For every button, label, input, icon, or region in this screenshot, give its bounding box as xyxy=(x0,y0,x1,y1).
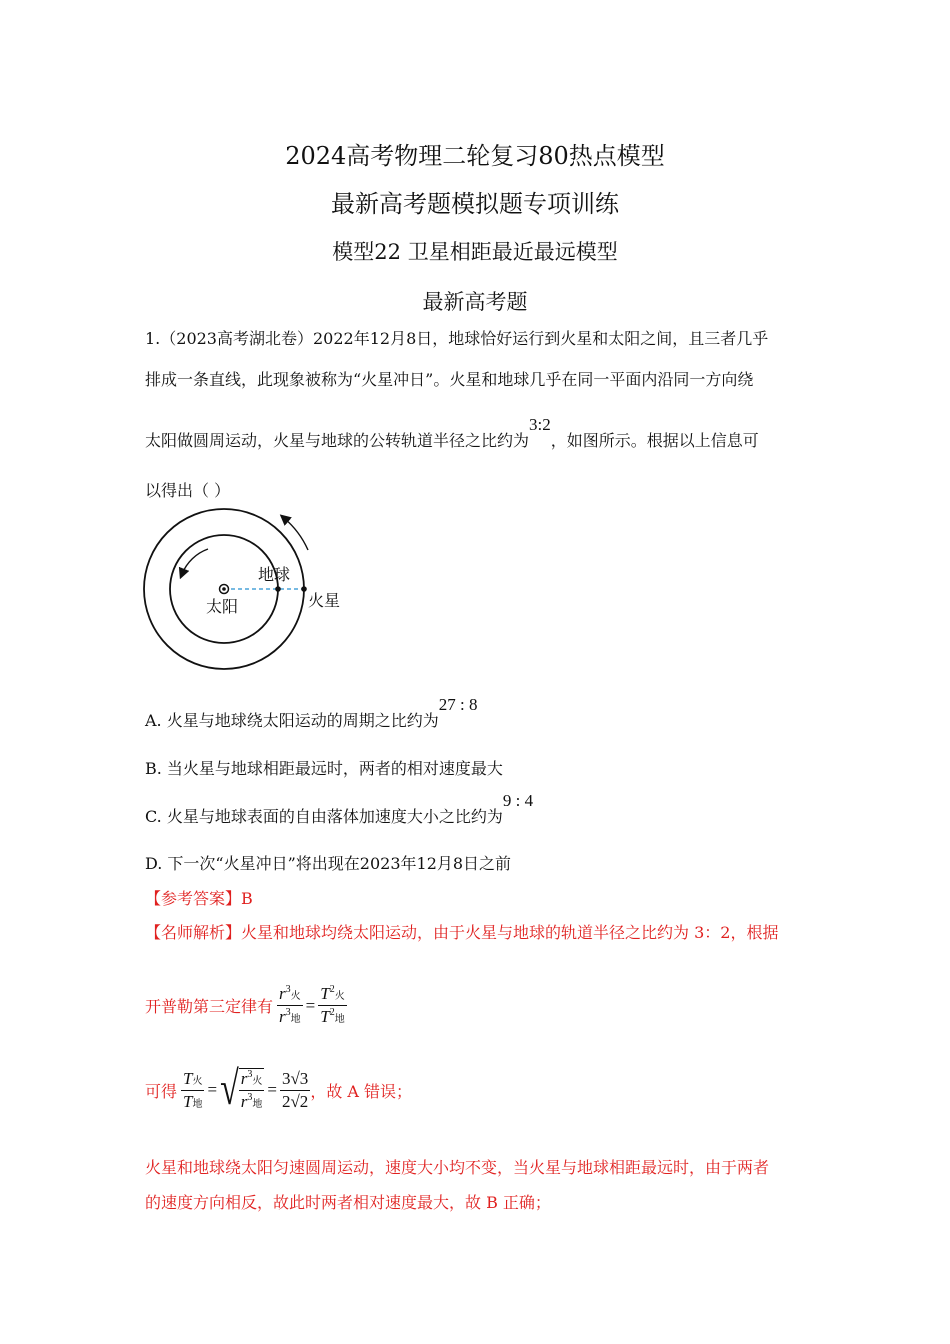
sun-label: 太阳 xyxy=(206,599,239,616)
earth-label: 地球 xyxy=(258,567,291,584)
derivation-suffix: ，故 A 错误； xyxy=(310,1081,413,1101)
option-a xyxy=(145,695,478,731)
radius-cube-fraction: $\frac{r^3火}{r^3地}$ xyxy=(279,984,301,1026)
orbit-diagram xyxy=(140,508,360,678)
sqrt-sign: √ xyxy=(220,1063,239,1116)
analysis-b-line-1: 火星和地球绕太阳匀速圆周运动，速度大小均不变，当火星与地球相距最远时，由于两者 xyxy=(145,1158,770,1177)
reference-answer: 【参考答案】B xyxy=(145,889,253,908)
mars-direction-arrow xyxy=(284,518,308,550)
analysis-b-line-2: 的速度方向相反，故此时两者相对速度最大，故 B 正确； xyxy=(145,1193,551,1212)
option-d: D. 下一次“火星冲日”将出现在2023年12月8日之前 xyxy=(145,854,512,873)
earth-direction-arrow xyxy=(182,549,208,574)
kepler-formula: $\frac{r^3火}{r^3地}$ = $\frac{T^2火}{T^2地}$ xyxy=(279,984,345,1026)
question-line-2: 排成一条直线，此现象被称为“火星冲日”。火星和地球几乎在同一平面内沿同一方向绕 xyxy=(145,370,754,389)
period-derivation-line xyxy=(145,1063,413,1116)
radius-ratio: 3:2 xyxy=(529,415,551,434)
period-derivation-formula: $\frac{\text{T火}}{\text{T地}}$ = √ $\frac{r^3火}{r^3地}$ = $\frac{3√3}{2√2}$ xyxy=(183,1063,309,1116)
sun-center xyxy=(222,587,226,591)
derivation-prefix: 可得 xyxy=(145,1081,178,1101)
mars-label: 火星 xyxy=(308,593,341,610)
question-line-3 xyxy=(145,415,759,451)
option-a-text: A. 火星与地球绕太阳运动的周期之比约为 xyxy=(145,711,439,730)
question-line-3-text: 太阳做圆周运动，火星与地球的公转轨道半径之比约为 xyxy=(145,431,530,450)
period-square-fraction: $\frac{T^2火}{T^2地}$ xyxy=(320,984,345,1026)
option-c xyxy=(145,791,534,827)
kepler-law-line xyxy=(145,984,347,1027)
period-ratio: 27 : 8 xyxy=(438,695,478,714)
result-fraction: $\frac{3√3}{2√2}$ xyxy=(281,1068,309,1111)
earth-marker xyxy=(275,586,281,592)
question-line-4: 以得出（ ） xyxy=(145,481,231,500)
mars-marker xyxy=(301,586,307,592)
document-subtitle: 最新高考题模拟题专项训练 xyxy=(331,190,619,218)
question-line-3-tail: ，如图所示。根据以上信息可 xyxy=(550,431,759,450)
question-line-1: 1.（2023高考湖北卷）2022年12月8日，地球恰好运行到火星和太阳之间，且三者几乎 xyxy=(145,329,769,348)
document-title: 2024高考物理二轮复习80热点模型 xyxy=(285,142,665,170)
kepler-law-text: 开普勒第三定律有 xyxy=(145,997,274,1016)
analysis-line-1: 【名师解析】火星和地球均绕太阳运动，由于火星与地球的轨道半径之比约为 3：2，根据 xyxy=(145,923,779,942)
option-c-text: C. 火星与地球表面的自由落体加速度大小之比约为 xyxy=(145,807,503,826)
gravity-ratio: 9 : 4 xyxy=(502,791,534,810)
radius-ratio-fraction: $\frac{r^3火}{r^3地}$ xyxy=(240,1069,263,1111)
section-title: 最新高考题 xyxy=(422,290,528,314)
option-b: B. 当火星与地球相距最远时，两者的相对速度最大 xyxy=(145,759,503,778)
period-fraction: $\frac{\text{T火}}{\text{T地}}$ xyxy=(183,1068,203,1111)
model-title: 模型22 卫星相距最近最远模型 xyxy=(332,240,618,264)
